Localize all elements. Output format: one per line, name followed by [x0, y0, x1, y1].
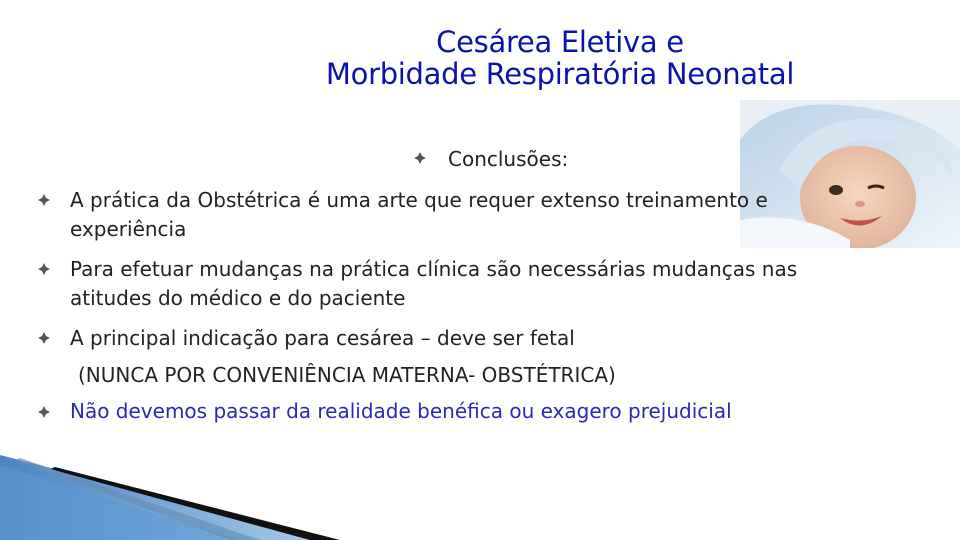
diamond-bullet-icon: [413, 151, 427, 165]
corner-decoration: [0, 455, 960, 540]
bullet-3: A principal indicação para cesárea – deve ser fetal: [70, 326, 575, 350]
bullet-2-line-1: Para efetuar mudanças na prática clínica são necessárias mudanças nas: [70, 257, 798, 281]
diamond-bullet-icon: [37, 331, 51, 345]
diamond-bullet-icon: [37, 405, 51, 419]
note-text: (NUNCA POR CONVENIÊNCIA MATERNA- OBSTÉTRICA): [78, 363, 616, 387]
bullet-2-line-2: atitudes do médico e do paciente: [70, 286, 406, 310]
bullet-1-line-2: experiência: [70, 217, 187, 241]
baby-photo: [740, 100, 960, 248]
slide-title: [240, 26, 880, 90]
subheading: Conclusões:: [448, 147, 569, 171]
bullet-2: [70, 255, 797, 313]
bullet-1: [70, 186, 768, 244]
diamond-bullet-icon: [37, 262, 51, 276]
diamond-bullet-icon: [37, 193, 51, 207]
title-line-2: Morbidade Respiratória Neonatal: [325, 57, 795, 91]
bullet-1-line-1: A prática da Obstétrica é uma arte que requer extenso treinamento e: [70, 188, 768, 212]
title-line-1: Cesárea Eletiva e: [436, 25, 684, 59]
bullet-4: Não devemos passar da realidade benéfica ou exagero prejudicial: [70, 399, 732, 423]
